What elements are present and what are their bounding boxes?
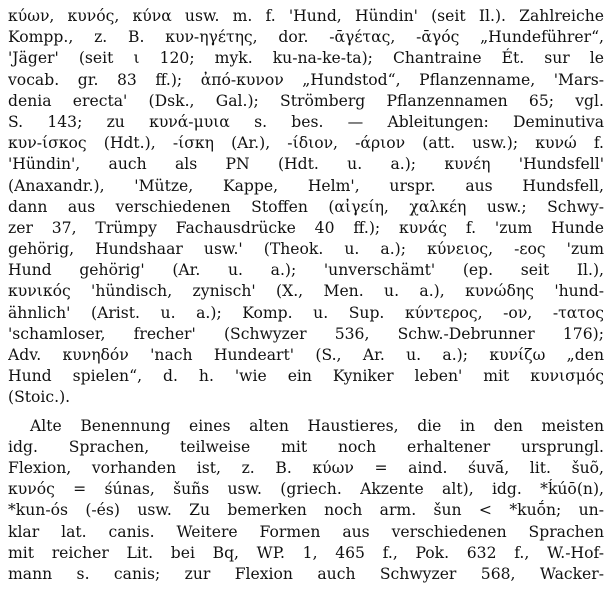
text-line: κυνικός 'hündisch, zynisch' (X., Men. u. a.), κυνώδης 'hund-	[8, 282, 604, 301]
text-line: S. 143; zu κυνά-μυια s. bes. — Ableitungen: Deminutiva	[8, 112, 604, 131]
text-line: gehörig, Hundshaar usw.' (Theok. u. a.); κύνειος, -εος 'zum	[8, 240, 604, 259]
text-line: Adv. κυνηδόν 'nach Hundeart' (S., Ar. u. a.); κυνίζω „den	[8, 346, 604, 364]
text-line: mit reicher Lit. bei Bq, WP. 1, 465 f., Pok. 632 f., W.-Hof-	[8, 543, 604, 562]
text-line: 'Jäger' (seit ι 120; myk. ku-na-ke-ta); Chantraine Ét. sur le	[8, 49, 604, 68]
paragraph-gap	[8, 409, 604, 416]
entry-paragraph-etymology	[8, 416, 604, 586]
entry-paragraph-main	[8, 6, 604, 409]
text-line: Hund spielen“, d. h. 'wie ein Kyniker leben' mit κυνισμός	[8, 367, 604, 386]
text-line: (Stoic.).	[8, 388, 71, 407]
text-line: κύων, κυνός, κύνα usw. m. f. 'Hund, Hündin' (seit Il.). Zahlreiche	[8, 7, 604, 25]
text-line: mann s. canis; zur Flexion auch Schwyzer 568, Wacker-	[8, 564, 604, 583]
text-line: Flexion, vorhanden ist, z. B. κύων = aind. śuvā́, lit. šuõ,	[8, 458, 604, 477]
text-line: dann aus verschiedenen Stoffen (αἰγείη, χαλκέη usw.; Schwy-	[8, 197, 604, 216]
text-line: ähnlich' (Arist. u. a.); Komp. u. Sup. κύντερος, -ον, -τατος	[8, 303, 604, 322]
text-line: Kompp., z. B. κυν-ηγέτης, dor. -ᾱγέτας, -ᾱγός „Hundeführer“,	[8, 28, 604, 47]
text-line: κυνός = śúnas, šuñs usw. (griech. Akzente alt), idg. *ḱúō(n),	[8, 480, 604, 499]
text-line: (Anaxandr.), 'Mütze, Kappe, Helm', urspr. aus Hundsfell,	[8, 176, 604, 195]
text-line: 'Hündin', auch als PN (Hdt. u. a.); κυνέη 'Hundsfell'	[8, 155, 604, 174]
text-line: *kun-ós (-és) usw. Zu bemerken noch arm. šun < *kuṓn; un-	[8, 501, 604, 520]
text-line: Hund gehörig' (Ar. u. a.); 'unverschämt' (ep. seit Il.),	[8, 261, 604, 280]
text-line: 'schamloser, frecher' (Schwyzer 536, Schw.-Debrunner 176);	[8, 324, 604, 343]
text-line: idg. Sprachen, teilweise mit noch erhaltener ursprungl.	[8, 437, 604, 456]
text-line: denia erecta' (Dsk., Gal.); Strömberg Pflanzennamen 65; vgl.	[8, 91, 604, 110]
text-line: klar lat. canis. Weitere Formen aus verschiedenen Sprachen	[8, 522, 604, 541]
text-line: vocab. gr. 83 ff.); ἀπό-κυνον „Hundstod“, Pflanzenname, 'Mars-	[8, 70, 604, 89]
text-line: Alte Benennung eines alten Haustieres, die in den meisten	[30, 416, 604, 435]
text-line: κυν-ίσκος (Hdt.), -ίσκη (Ar.), -ίδιον, -άριον (att. usw.); κυνώ f.	[8, 134, 604, 153]
text-line: zer 37, Trümpy Fachausdrücke 40 ff.); κυνάς f. 'zum Hunde	[8, 218, 604, 237]
